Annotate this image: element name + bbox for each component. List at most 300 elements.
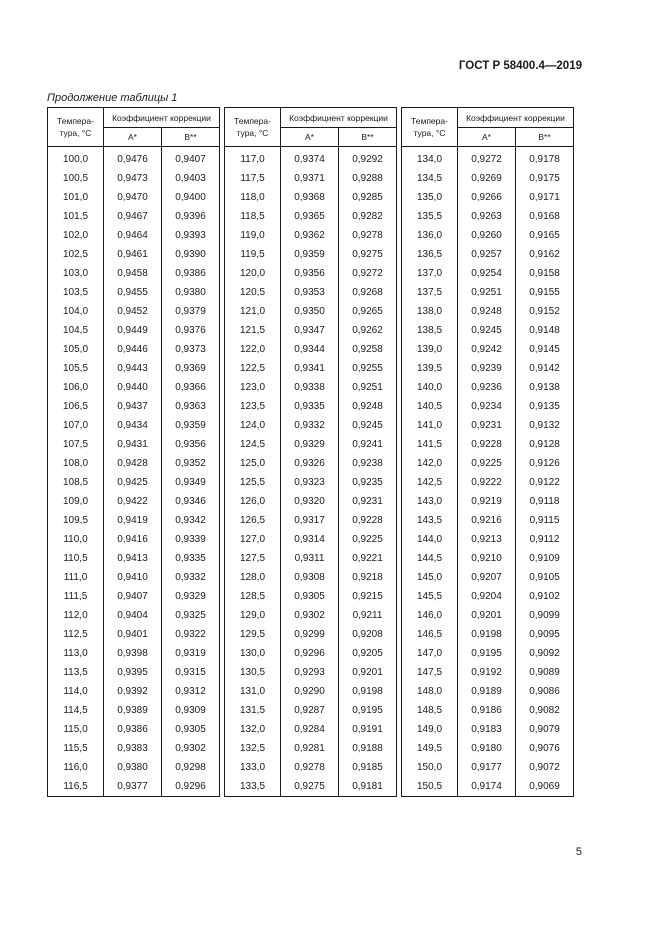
table-row <box>225 644 397 663</box>
temperature-cell: 147,5 <box>402 663 458 682</box>
coefficient-a-cell: 0,9440 <box>104 378 162 397</box>
coefficient-b-cell: 0,9181 <box>339 777 397 797</box>
coefficient-a-cell: 0,9446 <box>104 340 162 359</box>
coefficient-a-cell: 0,9398 <box>104 644 162 663</box>
table-row <box>225 435 397 454</box>
temperature-cell: 118,5 <box>225 207 281 226</box>
temperature-cell: 107,5 <box>48 435 104 454</box>
coefficient-a-cell: 0,9419 <box>104 511 162 530</box>
coefficient-b-cell: 0,9296 <box>162 777 220 797</box>
coefficient-a-cell: 0,9216 <box>458 511 516 530</box>
coefficient-a-cell: 0,9428 <box>104 454 162 473</box>
coefficient-a-cell: 0,9314 <box>281 530 339 549</box>
table-row <box>225 416 397 435</box>
temperature-cell: 135,5 <box>402 207 458 226</box>
table-row <box>225 264 397 283</box>
table-row <box>402 625 574 644</box>
coefficient-a-cell: 0,9195 <box>458 644 516 663</box>
table-row <box>402 473 574 492</box>
coefficient-a-cell: 0,9386 <box>104 720 162 739</box>
coefficient-a-cell: 0,9245 <box>458 321 516 340</box>
coefficient-a-cell: 0,9198 <box>458 625 516 644</box>
coefficient-b-cell: 0,9386 <box>162 264 220 283</box>
table-row <box>48 245 220 264</box>
coefficient-a-cell: 0,9404 <box>104 606 162 625</box>
coefficient-b-cell: 0,9278 <box>339 226 397 245</box>
coefficient-a-cell: 0,9350 <box>281 302 339 321</box>
table-row <box>225 682 397 701</box>
coefficient-a-cell: 0,9410 <box>104 568 162 587</box>
temperature-cell: 140,0 <box>402 378 458 397</box>
temperature-cell: 148,0 <box>402 682 458 701</box>
coefficient-a-cell: 0,9266 <box>458 188 516 207</box>
coefficient-b-cell: 0,9369 <box>162 359 220 378</box>
table-row <box>225 473 397 492</box>
table-row <box>225 207 397 226</box>
temperature-cell: 105,5 <box>48 359 104 378</box>
coefficient-b-cell: 0,9359 <box>162 416 220 435</box>
coefficient-b-cell: 0,9231 <box>339 492 397 511</box>
table-row <box>225 188 397 207</box>
table-row <box>48 720 220 739</box>
table-row <box>402 321 574 340</box>
table-row <box>402 150 574 169</box>
table-row <box>225 150 397 169</box>
coefficient-b-cell: 0,9069 <box>516 777 574 797</box>
coefficient-a-cell: 0,9210 <box>458 549 516 568</box>
temperature-cell: 119,0 <box>225 226 281 245</box>
table-row <box>48 226 220 245</box>
coefficient-a-cell: 0,9326 <box>281 454 339 473</box>
table-row <box>48 473 220 492</box>
table-row <box>402 188 574 207</box>
table-row <box>402 587 574 606</box>
table-row <box>48 359 220 378</box>
coefficient-b-cell: 0,9072 <box>516 758 574 777</box>
coefficient-a-cell: 0,9383 <box>104 739 162 758</box>
coefficient-b-cell: 0,9241 <box>339 435 397 454</box>
coefficient-a-cell: 0,9359 <box>281 245 339 264</box>
coefficient-a-cell: 0,9257 <box>458 245 516 264</box>
table-row <box>225 302 397 321</box>
coefficient-b-cell: 0,9376 <box>162 321 220 340</box>
temperature-cell: 110,5 <box>48 549 104 568</box>
coefficient-a-cell: 0,9183 <box>458 720 516 739</box>
coefficient-b-cell: 0,9191 <box>339 720 397 739</box>
table-row <box>225 587 397 606</box>
coefficient-b-cell: 0,9092 <box>516 644 574 663</box>
coefficient-a-cell: 0,9401 <box>104 625 162 644</box>
coefficient-b-cell: 0,9272 <box>339 264 397 283</box>
coefficient-header: Коэффициент коррекции <box>458 108 574 128</box>
coefficient-a-cell: 0,9248 <box>458 302 516 321</box>
coefficient-a-cell: 0,9395 <box>104 663 162 682</box>
temperature-cell: 103,0 <box>48 264 104 283</box>
temperature-cell: 138,5 <box>402 321 458 340</box>
coefficient-a-cell: 0,9231 <box>458 416 516 435</box>
coefficient-b-cell: 0,9228 <box>339 511 397 530</box>
coefficient-a-cell: 0,9213 <box>458 530 516 549</box>
table-row <box>48 454 220 473</box>
coefficient-b-cell: 0,9285 <box>339 188 397 207</box>
table-row <box>48 739 220 758</box>
temperature-cell: 141,5 <box>402 435 458 454</box>
correction-table-2 <box>224 107 397 797</box>
document-standard-number: ГОСТ Р 58400.4—2019 <box>458 60 582 72</box>
coefficient-b-cell: 0,9238 <box>339 454 397 473</box>
table-row <box>225 568 397 587</box>
column-a-header: A* <box>281 128 339 147</box>
temperature-cell: 120,0 <box>225 264 281 283</box>
temperature-cell: 112,5 <box>48 625 104 644</box>
coefficient-b-cell: 0,9312 <box>162 682 220 701</box>
coefficient-b-cell: 0,9109 <box>516 549 574 568</box>
table-row <box>225 321 397 340</box>
coefficient-b-cell: 0,9332 <box>162 568 220 587</box>
temperature-cell: 129,0 <box>225 606 281 625</box>
temperature-header-line1: Темпера- <box>234 116 271 126</box>
coefficient-b-cell: 0,9158 <box>516 264 574 283</box>
table-row <box>402 283 574 302</box>
temperature-cell: 100,0 <box>48 150 104 169</box>
coefficient-b-cell: 0,9185 <box>339 758 397 777</box>
coefficient-b-cell: 0,9188 <box>339 739 397 758</box>
table-row <box>402 530 574 549</box>
coefficient-a-cell: 0,9434 <box>104 416 162 435</box>
coefficient-b-cell: 0,9390 <box>162 245 220 264</box>
temperature-cell: 114,5 <box>48 701 104 720</box>
temperature-cell: 149,0 <box>402 720 458 739</box>
coefficient-b-cell: 0,9086 <box>516 682 574 701</box>
temperature-cell: 150,5 <box>402 777 458 797</box>
table-row <box>48 625 220 644</box>
coefficient-b-cell: 0,9211 <box>339 606 397 625</box>
table-row <box>225 378 397 397</box>
coefficient-a-cell: 0,9353 <box>281 283 339 302</box>
coefficient-a-cell: 0,9278 <box>281 758 339 777</box>
coefficient-a-cell: 0,9290 <box>281 682 339 701</box>
temperature-cell: 125,0 <box>225 454 281 473</box>
coefficient-b-cell: 0,9268 <box>339 283 397 302</box>
coefficient-a-cell: 0,9287 <box>281 701 339 720</box>
coefficient-a-cell: 0,9416 <box>104 530 162 549</box>
coefficient-b-cell: 0,9089 <box>516 663 574 682</box>
coefficient-b-cell: 0,9245 <box>339 416 397 435</box>
table-row <box>48 416 220 435</box>
temperature-cell: 149,5 <box>402 739 458 758</box>
coefficient-a-cell: 0,9311 <box>281 549 339 568</box>
coefficient-b-cell: 0,9407 <box>162 150 220 169</box>
coefficient-a-cell: 0,9260 <box>458 226 516 245</box>
temperature-cell: 106,5 <box>48 397 104 416</box>
table-row <box>402 226 574 245</box>
temperature-cell: 104,0 <box>48 302 104 321</box>
temperature-header-line2: тура, °С <box>236 128 269 138</box>
coefficient-b-cell: 0,9208 <box>339 625 397 644</box>
coefficient-a-cell: 0,9374 <box>281 150 339 169</box>
coefficient-a-cell: 0,9263 <box>458 207 516 226</box>
temperature-cell: 109,0 <box>48 492 104 511</box>
coefficient-a-cell: 0,9234 <box>458 397 516 416</box>
table-row <box>402 663 574 682</box>
temperature-header-line2: тура, °С <box>413 128 446 138</box>
coefficient-b-cell: 0,9152 <box>516 302 574 321</box>
coefficient-a-cell: 0,9219 <box>458 492 516 511</box>
coefficient-b-cell: 0,9335 <box>162 549 220 568</box>
coefficient-a-cell: 0,9425 <box>104 473 162 492</box>
temperature-cell: 102,0 <box>48 226 104 245</box>
coefficient-b-cell: 0,9126 <box>516 454 574 473</box>
table-row <box>48 378 220 397</box>
temperature-cell: 116,5 <box>48 777 104 797</box>
coefficient-b-cell: 0,9292 <box>339 150 397 169</box>
table-row <box>48 435 220 454</box>
coefficient-b-cell: 0,9356 <box>162 435 220 454</box>
coefficient-a-cell: 0,9365 <box>281 207 339 226</box>
coefficient-b-cell: 0,9255 <box>339 359 397 378</box>
table-row <box>48 283 220 302</box>
coefficient-a-cell: 0,9269 <box>458 169 516 188</box>
column-b-header: B** <box>162 128 220 147</box>
coefficient-a-cell: 0,9458 <box>104 264 162 283</box>
temperature-cell: 126,0 <box>225 492 281 511</box>
coefficient-b-cell: 0,9178 <box>516 150 574 169</box>
coefficient-a-cell: 0,9236 <box>458 378 516 397</box>
coefficient-b-cell: 0,9298 <box>162 758 220 777</box>
column-b-header: B** <box>339 128 397 147</box>
temperature-cell: 113,0 <box>48 644 104 663</box>
temperature-cell: 127,5 <box>225 549 281 568</box>
coefficient-b-cell: 0,9262 <box>339 321 397 340</box>
table-row <box>225 549 397 568</box>
temperature-cell: 145,5 <box>402 587 458 606</box>
temperature-cell: 117,0 <box>225 150 281 169</box>
coefficient-a-cell: 0,9228 <box>458 435 516 454</box>
table-row <box>48 663 220 682</box>
table-row <box>402 682 574 701</box>
coefficient-b-cell: 0,9079 <box>516 720 574 739</box>
table-row <box>225 701 397 720</box>
coefficient-a-cell: 0,9377 <box>104 777 162 797</box>
coefficient-b-cell: 0,9319 <box>162 644 220 663</box>
coefficient-b-cell: 0,9352 <box>162 454 220 473</box>
table-row <box>402 777 574 797</box>
temperature-cell: 102,5 <box>48 245 104 264</box>
coefficient-b-cell: 0,9400 <box>162 188 220 207</box>
temperature-cell: 146,5 <box>402 625 458 644</box>
temperature-header-line1: Темпера- <box>57 116 94 126</box>
table-row <box>225 340 397 359</box>
table-row <box>225 359 397 378</box>
table-row <box>402 378 574 397</box>
temperature-header-line2: тура, °С <box>59 128 92 138</box>
coefficient-a-cell: 0,9225 <box>458 454 516 473</box>
coefficient-a-cell: 0,9275 <box>281 777 339 797</box>
column-b-header: B** <box>516 128 574 147</box>
coefficient-b-cell: 0,9349 <box>162 473 220 492</box>
coefficient-b-cell: 0,9195 <box>339 701 397 720</box>
table-row <box>402 207 574 226</box>
coefficient-b-cell: 0,9363 <box>162 397 220 416</box>
table-row <box>48 758 220 777</box>
table-row <box>402 340 574 359</box>
temperature-cell: 142,0 <box>402 454 458 473</box>
table-row <box>402 416 574 435</box>
coefficient-a-cell: 0,9308 <box>281 568 339 587</box>
coefficient-b-cell: 0,9128 <box>516 435 574 454</box>
table-row <box>402 701 574 720</box>
column-a-header: A* <box>458 128 516 147</box>
coefficient-a-cell: 0,9251 <box>458 283 516 302</box>
temperature-cell: 105,0 <box>48 340 104 359</box>
table-row <box>48 264 220 283</box>
coefficient-a-cell: 0,9407 <box>104 587 162 606</box>
coefficient-b-cell: 0,9198 <box>339 682 397 701</box>
coefficient-a-cell: 0,9207 <box>458 568 516 587</box>
temperature-cell: 103,5 <box>48 283 104 302</box>
coefficient-a-cell: 0,9335 <box>281 397 339 416</box>
coefficient-b-cell: 0,9155 <box>516 283 574 302</box>
temperature-cell: 137,5 <box>402 283 458 302</box>
coefficient-b-cell: 0,9309 <box>162 701 220 720</box>
table-row <box>225 758 397 777</box>
temperature-cell: 145,0 <box>402 568 458 587</box>
temperature-cell: 109,5 <box>48 511 104 530</box>
coefficient-b-cell: 0,9258 <box>339 340 397 359</box>
table-row <box>402 549 574 568</box>
temperature-cell: 120,5 <box>225 283 281 302</box>
coefficient-b-cell: 0,9342 <box>162 511 220 530</box>
coefficient-a-cell: 0,9302 <box>281 606 339 625</box>
coefficient-a-cell: 0,9299 <box>281 625 339 644</box>
coefficient-a-cell: 0,9422 <box>104 492 162 511</box>
coefficient-a-cell: 0,9362 <box>281 226 339 245</box>
table-row <box>225 530 397 549</box>
coefficient-a-cell: 0,9305 <box>281 587 339 606</box>
coefficient-b-cell: 0,9215 <box>339 587 397 606</box>
temperature-cell: 113,5 <box>48 663 104 682</box>
temperature-cell: 115,5 <box>48 739 104 758</box>
coefficient-a-cell: 0,9341 <box>281 359 339 378</box>
table-row <box>225 169 397 188</box>
coefficient-b-cell: 0,9076 <box>516 739 574 758</box>
coefficient-a-cell: 0,9356 <box>281 264 339 283</box>
coefficient-a-cell: 0,9413 <box>104 549 162 568</box>
table-row <box>225 663 397 682</box>
coefficient-b-cell: 0,9380 <box>162 283 220 302</box>
coefficient-a-cell: 0,9254 <box>458 264 516 283</box>
table-row <box>402 245 574 264</box>
coefficient-b-cell: 0,9235 <box>339 473 397 492</box>
coefficient-b-cell: 0,9138 <box>516 378 574 397</box>
coefficient-a-cell: 0,9368 <box>281 188 339 207</box>
table-row <box>48 511 220 530</box>
table-row <box>48 492 220 511</box>
temperature-cell: 126,5 <box>225 511 281 530</box>
coefficient-b-cell: 0,9148 <box>516 321 574 340</box>
coefficient-a-cell: 0,9392 <box>104 682 162 701</box>
temperature-cell: 101,0 <box>48 188 104 207</box>
coefficient-a-cell: 0,9284 <box>281 720 339 739</box>
temperature-cell: 140,5 <box>402 397 458 416</box>
coefficient-b-cell: 0,9205 <box>339 644 397 663</box>
coefficient-b-cell: 0,9171 <box>516 188 574 207</box>
table-row <box>48 321 220 340</box>
coefficient-a-cell: 0,9464 <box>104 226 162 245</box>
temperature-cell: 133,0 <box>225 758 281 777</box>
temperature-cell: 115,0 <box>48 720 104 739</box>
coefficient-b-cell: 0,9218 <box>339 568 397 587</box>
table-row <box>402 758 574 777</box>
coefficient-a-cell: 0,9272 <box>458 150 516 169</box>
table-row <box>48 397 220 416</box>
coefficient-a-cell: 0,9476 <box>104 150 162 169</box>
coefficient-b-cell: 0,9118 <box>516 492 574 511</box>
coefficient-b-cell: 0,9201 <box>339 663 397 682</box>
table-row <box>402 435 574 454</box>
temperature-cell: 144,5 <box>402 549 458 568</box>
temperature-header <box>402 108 458 147</box>
coefficient-b-cell: 0,9265 <box>339 302 397 321</box>
coefficient-b-cell: 0,9095 <box>516 625 574 644</box>
coefficient-a-cell: 0,9347 <box>281 321 339 340</box>
coefficient-a-cell: 0,9186 <box>458 701 516 720</box>
table-row <box>402 397 574 416</box>
temperature-cell: 122,5 <box>225 359 281 378</box>
temperature-cell: 122,0 <box>225 340 281 359</box>
temperature-cell: 111,0 <box>48 568 104 587</box>
coefficient-b-cell: 0,9145 <box>516 340 574 359</box>
temperature-cell: 104,5 <box>48 321 104 340</box>
table-row <box>402 169 574 188</box>
coefficient-a-cell: 0,9467 <box>104 207 162 226</box>
temperature-cell: 124,5 <box>225 435 281 454</box>
coefficient-a-cell: 0,9189 <box>458 682 516 701</box>
temperature-cell: 107,0 <box>48 416 104 435</box>
table-row <box>402 454 574 473</box>
coefficient-a-cell: 0,9222 <box>458 473 516 492</box>
coefficient-a-cell: 0,9437 <box>104 397 162 416</box>
temperature-cell: 116,0 <box>48 758 104 777</box>
temperature-cell: 134,0 <box>402 150 458 169</box>
table-row <box>48 701 220 720</box>
coefficient-b-cell: 0,9288 <box>339 169 397 188</box>
coefficient-a-cell: 0,9201 <box>458 606 516 625</box>
coefficient-a-cell: 0,9380 <box>104 758 162 777</box>
table-row <box>225 245 397 264</box>
temperature-cell: 128,5 <box>225 587 281 606</box>
coefficient-b-cell: 0,9393 <box>162 226 220 245</box>
temperature-cell: 130,0 <box>225 644 281 663</box>
temperature-cell: 119,5 <box>225 245 281 264</box>
coefficient-a-cell: 0,9180 <box>458 739 516 758</box>
coefficient-b-cell: 0,9132 <box>516 416 574 435</box>
temperature-cell: 110,0 <box>48 530 104 549</box>
coefficient-a-cell: 0,9470 <box>104 188 162 207</box>
table-row <box>225 283 397 302</box>
coefficient-b-cell: 0,9339 <box>162 530 220 549</box>
temperature-cell: 130,5 <box>225 663 281 682</box>
temperature-cell: 111,5 <box>48 587 104 606</box>
coefficient-b-cell: 0,9162 <box>516 245 574 264</box>
temperature-cell: 112,0 <box>48 606 104 625</box>
coefficient-b-cell: 0,9099 <box>516 606 574 625</box>
table-row <box>225 397 397 416</box>
coefficient-b-cell: 0,9082 <box>516 701 574 720</box>
temperature-header-line1: Темпера- <box>411 116 448 126</box>
temperature-cell: 132,0 <box>225 720 281 739</box>
coefficient-a-cell: 0,9296 <box>281 644 339 663</box>
